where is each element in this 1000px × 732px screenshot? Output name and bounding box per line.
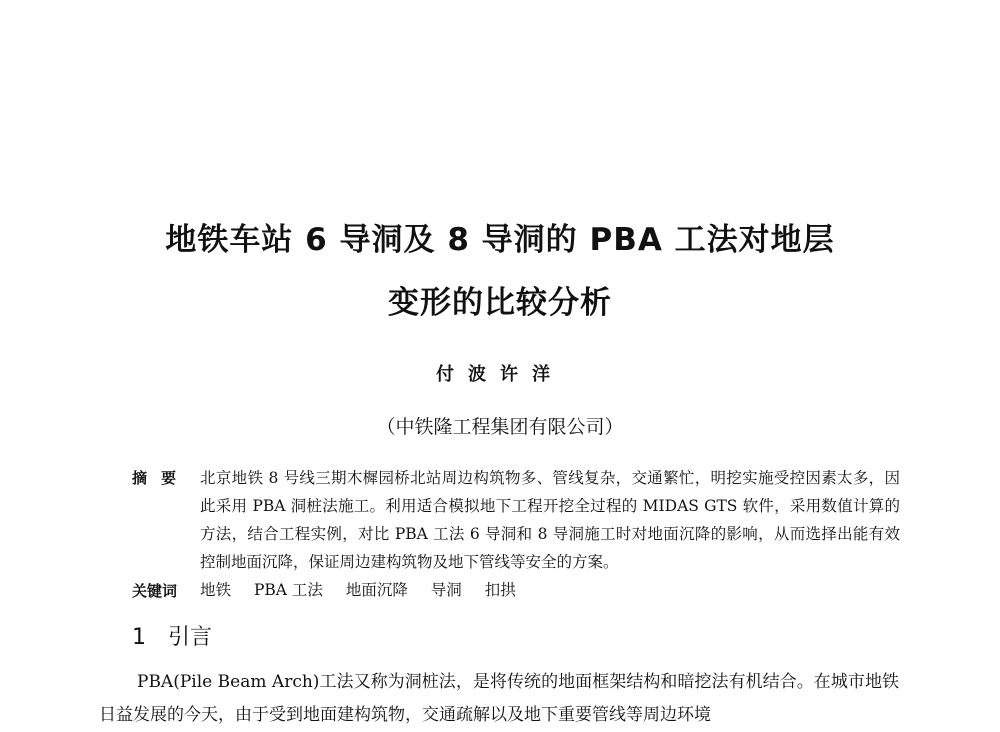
keywords-label: 关键词 [132, 582, 178, 600]
affiliation: （中铁隆工程集团有限公司） [376, 416, 624, 438]
body-paragraph: PBA(Pile Beam Arch)工法又称为洞桩法，是将传统的地面框架结构和暗挖法有机结合。在城市地铁日益发展的今天，由于受到地面建构筑物，交通疏解以及地下重要管线等周边环境 [99, 672, 899, 725]
keyword: 地面沉降 [345, 581, 408, 599]
keyword: 导洞 [430, 581, 462, 599]
keyword: 扣拱 [484, 581, 516, 599]
section-heading [132, 620, 212, 651]
keywords-list [200, 578, 534, 600]
abstract-text: 北京地铁 8 号线三期木樨园桥北站周边构筑物多、管线复杂，交通繁忙，明挖实施受控因素太多，因此采用 PBA 洞桩法施工。利用适合模拟地下工程开挖全过程的 MIDAS GTS 软件，采用数值计算的方法，结合工程实例，对比 PBA 工法 6 导洞和 8 导洞施工时对地面沉降的影响，从而选择出能有效控制地面沉降，保证周边建构筑物及地下管线等安全的方案。 [200, 469, 900, 571]
body-text [99, 666, 899, 732]
authors: 付波许洋 [436, 364, 564, 385]
abstract-label: 摘要 [132, 469, 191, 487]
paper-title-line-2: 变形的比较分析 [388, 285, 612, 321]
paper-title-line-1: 地铁车站 6 导洞及 8 导洞的 PBA 工法对地层 [165, 222, 835, 258]
keyword: 地铁 [200, 581, 232, 599]
section-title: 引言 [168, 625, 213, 650]
keyword: PBA 工法 [253, 581, 323, 599]
section-number: 1 [132, 625, 146, 650]
